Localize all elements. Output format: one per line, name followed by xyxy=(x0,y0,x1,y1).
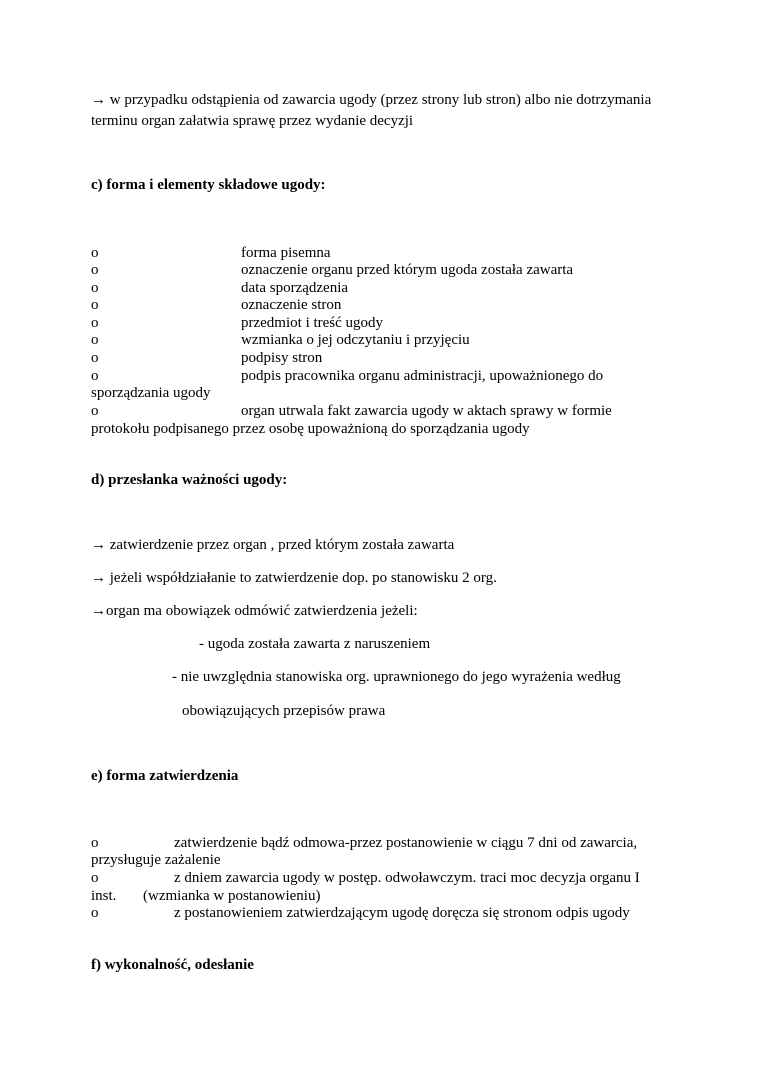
list-bullet: o xyxy=(91,835,99,851)
sub-item-2: - nie uwzględnia stanowiska org. uprawnionego do jego wyrażenia według xyxy=(172,669,621,685)
list-bullet: o xyxy=(91,350,99,366)
section-c-heading: c) forma i elementy składowe ugody: xyxy=(91,177,326,193)
sub-item-2-continuation: obowiązujących przepisów prawa xyxy=(182,703,386,719)
list-bullet: o xyxy=(91,245,99,261)
list-item: z dniem zawarcia ugody w postęp. odwoławczym. traci moc decyzja organu I xyxy=(174,870,640,886)
intro-line-1: → w przypadku odstąpienia od zawarcia ugody (przez strony lub stron) albo nie dotrzymania xyxy=(91,92,652,108)
list-item: organ utrwala fakt zawarcia ugody w aktach sprawy w formie xyxy=(241,403,612,419)
sub-item-1: - ugoda została zawarta z naruszeniem xyxy=(199,636,431,652)
list-bullet: o xyxy=(91,870,99,886)
list-item-continuation: przysługuje zażalenie xyxy=(91,852,221,868)
list-item: oznaczenie stron xyxy=(241,297,342,313)
list-bullet: o xyxy=(91,403,99,419)
section-f-heading: f) wykonalność, odesłanie xyxy=(91,957,254,973)
list-item: data sporządzenia xyxy=(241,280,349,296)
list-item-continuation: inst. xyxy=(91,888,117,904)
list-bullet: o xyxy=(91,280,99,296)
list-item: podpis pracownika organu administracji, upoważnionego do xyxy=(241,368,604,384)
section-d-heading: d) przesłanka ważności ugody: xyxy=(91,472,288,488)
list-bullet: o xyxy=(91,332,99,348)
intro-line-2: terminu organ załatwia sprawę przez wydanie decyzji xyxy=(91,113,414,129)
section-e-heading: e) forma zatwierdzenia xyxy=(91,768,239,784)
list-bullet: o xyxy=(91,905,99,921)
list-item: podpisy stron xyxy=(241,350,323,366)
list-bullet: o xyxy=(91,315,99,331)
list-item: oznaczenie organu przed którym ugoda została zawarta xyxy=(241,262,574,278)
list-item-continuation: sporządzania ugody xyxy=(91,385,211,401)
list-item: forma pisemna xyxy=(241,245,331,261)
list-item: zatwierdzenie bądź odmowa-przez postanowienie w ciągu 7 dni od zawarcia, xyxy=(174,835,638,851)
arrow-line-3: →organ ma obowiązek odmówić zatwierdzenia jeżeli: xyxy=(91,603,418,619)
list-bullet: o xyxy=(91,368,99,384)
list-bullet: o xyxy=(91,297,99,313)
list-bullet: o xyxy=(91,262,99,278)
arrow-line-1: → zatwierdzenie przez organ , przed którym została zawarta xyxy=(91,537,455,553)
list-item: przedmiot i treść ugody xyxy=(241,315,384,331)
arrow-line-2: → jeżeli współdziałanie to zatwierdzenie dop. po stanowisku 2 org. xyxy=(91,570,497,586)
list-item: z postanowieniem zatwierdzającym ugodę doręcza się stronom odpis ugody xyxy=(174,905,630,921)
list-item-continuation: protokołu podpisanego przez osobę upoważnioną do sporządzania ugody xyxy=(91,421,530,437)
list-item: wzmianka o jej odczytaniu i przyjęciu xyxy=(241,332,470,348)
list-item-continuation: (wzmianka w postanowieniu) xyxy=(143,888,321,904)
